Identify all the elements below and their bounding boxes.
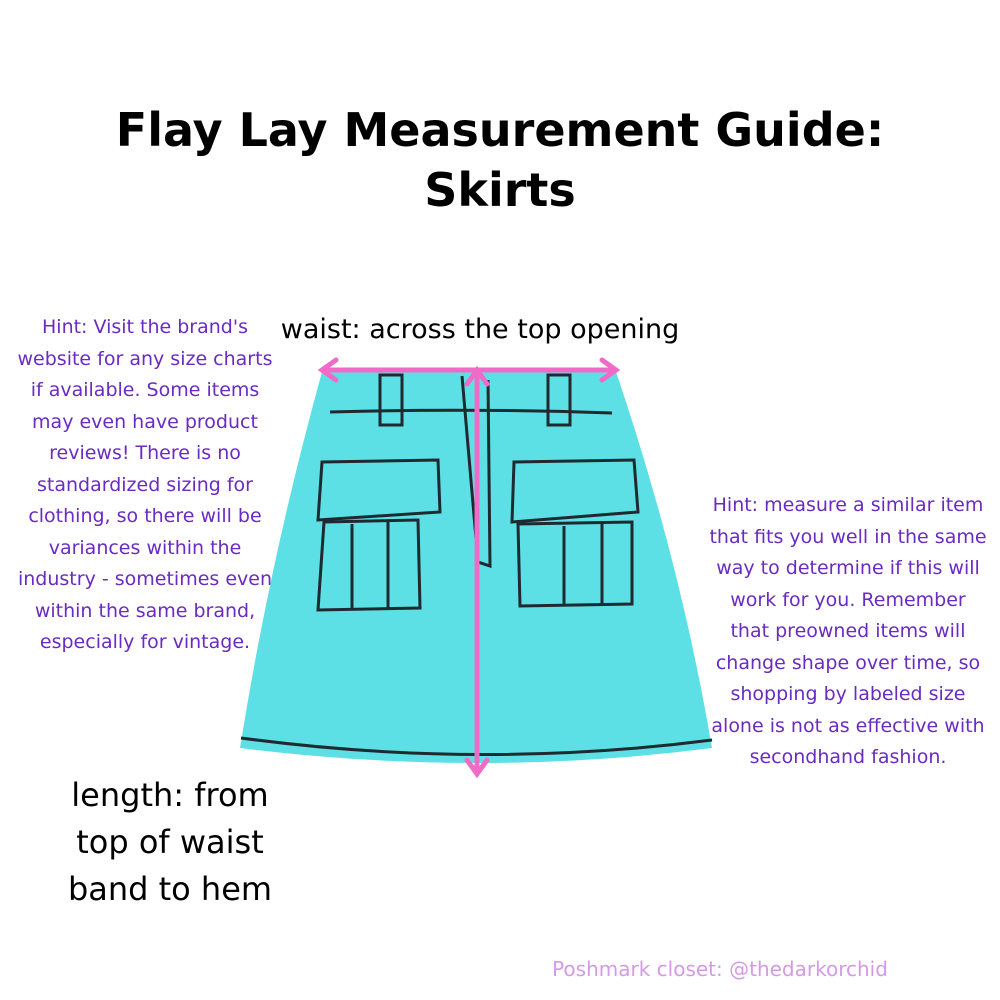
- title-line-2: Skirts: [424, 163, 576, 217]
- waist-label: waist: across the top opening: [280, 314, 680, 345]
- poshmark-credit: Poshmark closet: @thedarkorchid: [552, 957, 888, 981]
- hint-right-text: Hint: measure a similar item that fits you well in the same way to determine if this will work for you. Remember that preowned items will change shape over time, so shopping by labeled size alone is not as effective with secondhand fashion.: [709, 494, 987, 768]
- length-label: length: from top of waist band to hem: [67, 776, 273, 908]
- title-line-1: Flay Lay Measurement Guide:: [115, 103, 885, 157]
- hint-left-text: Hint: Visit the brand's website for any size charts if available. Some items may even have product reviews! There is no standardized sizing for clothing, so there will be variances within the industry - sometimes even within the same brand, especially for vintage.: [17, 316, 273, 653]
